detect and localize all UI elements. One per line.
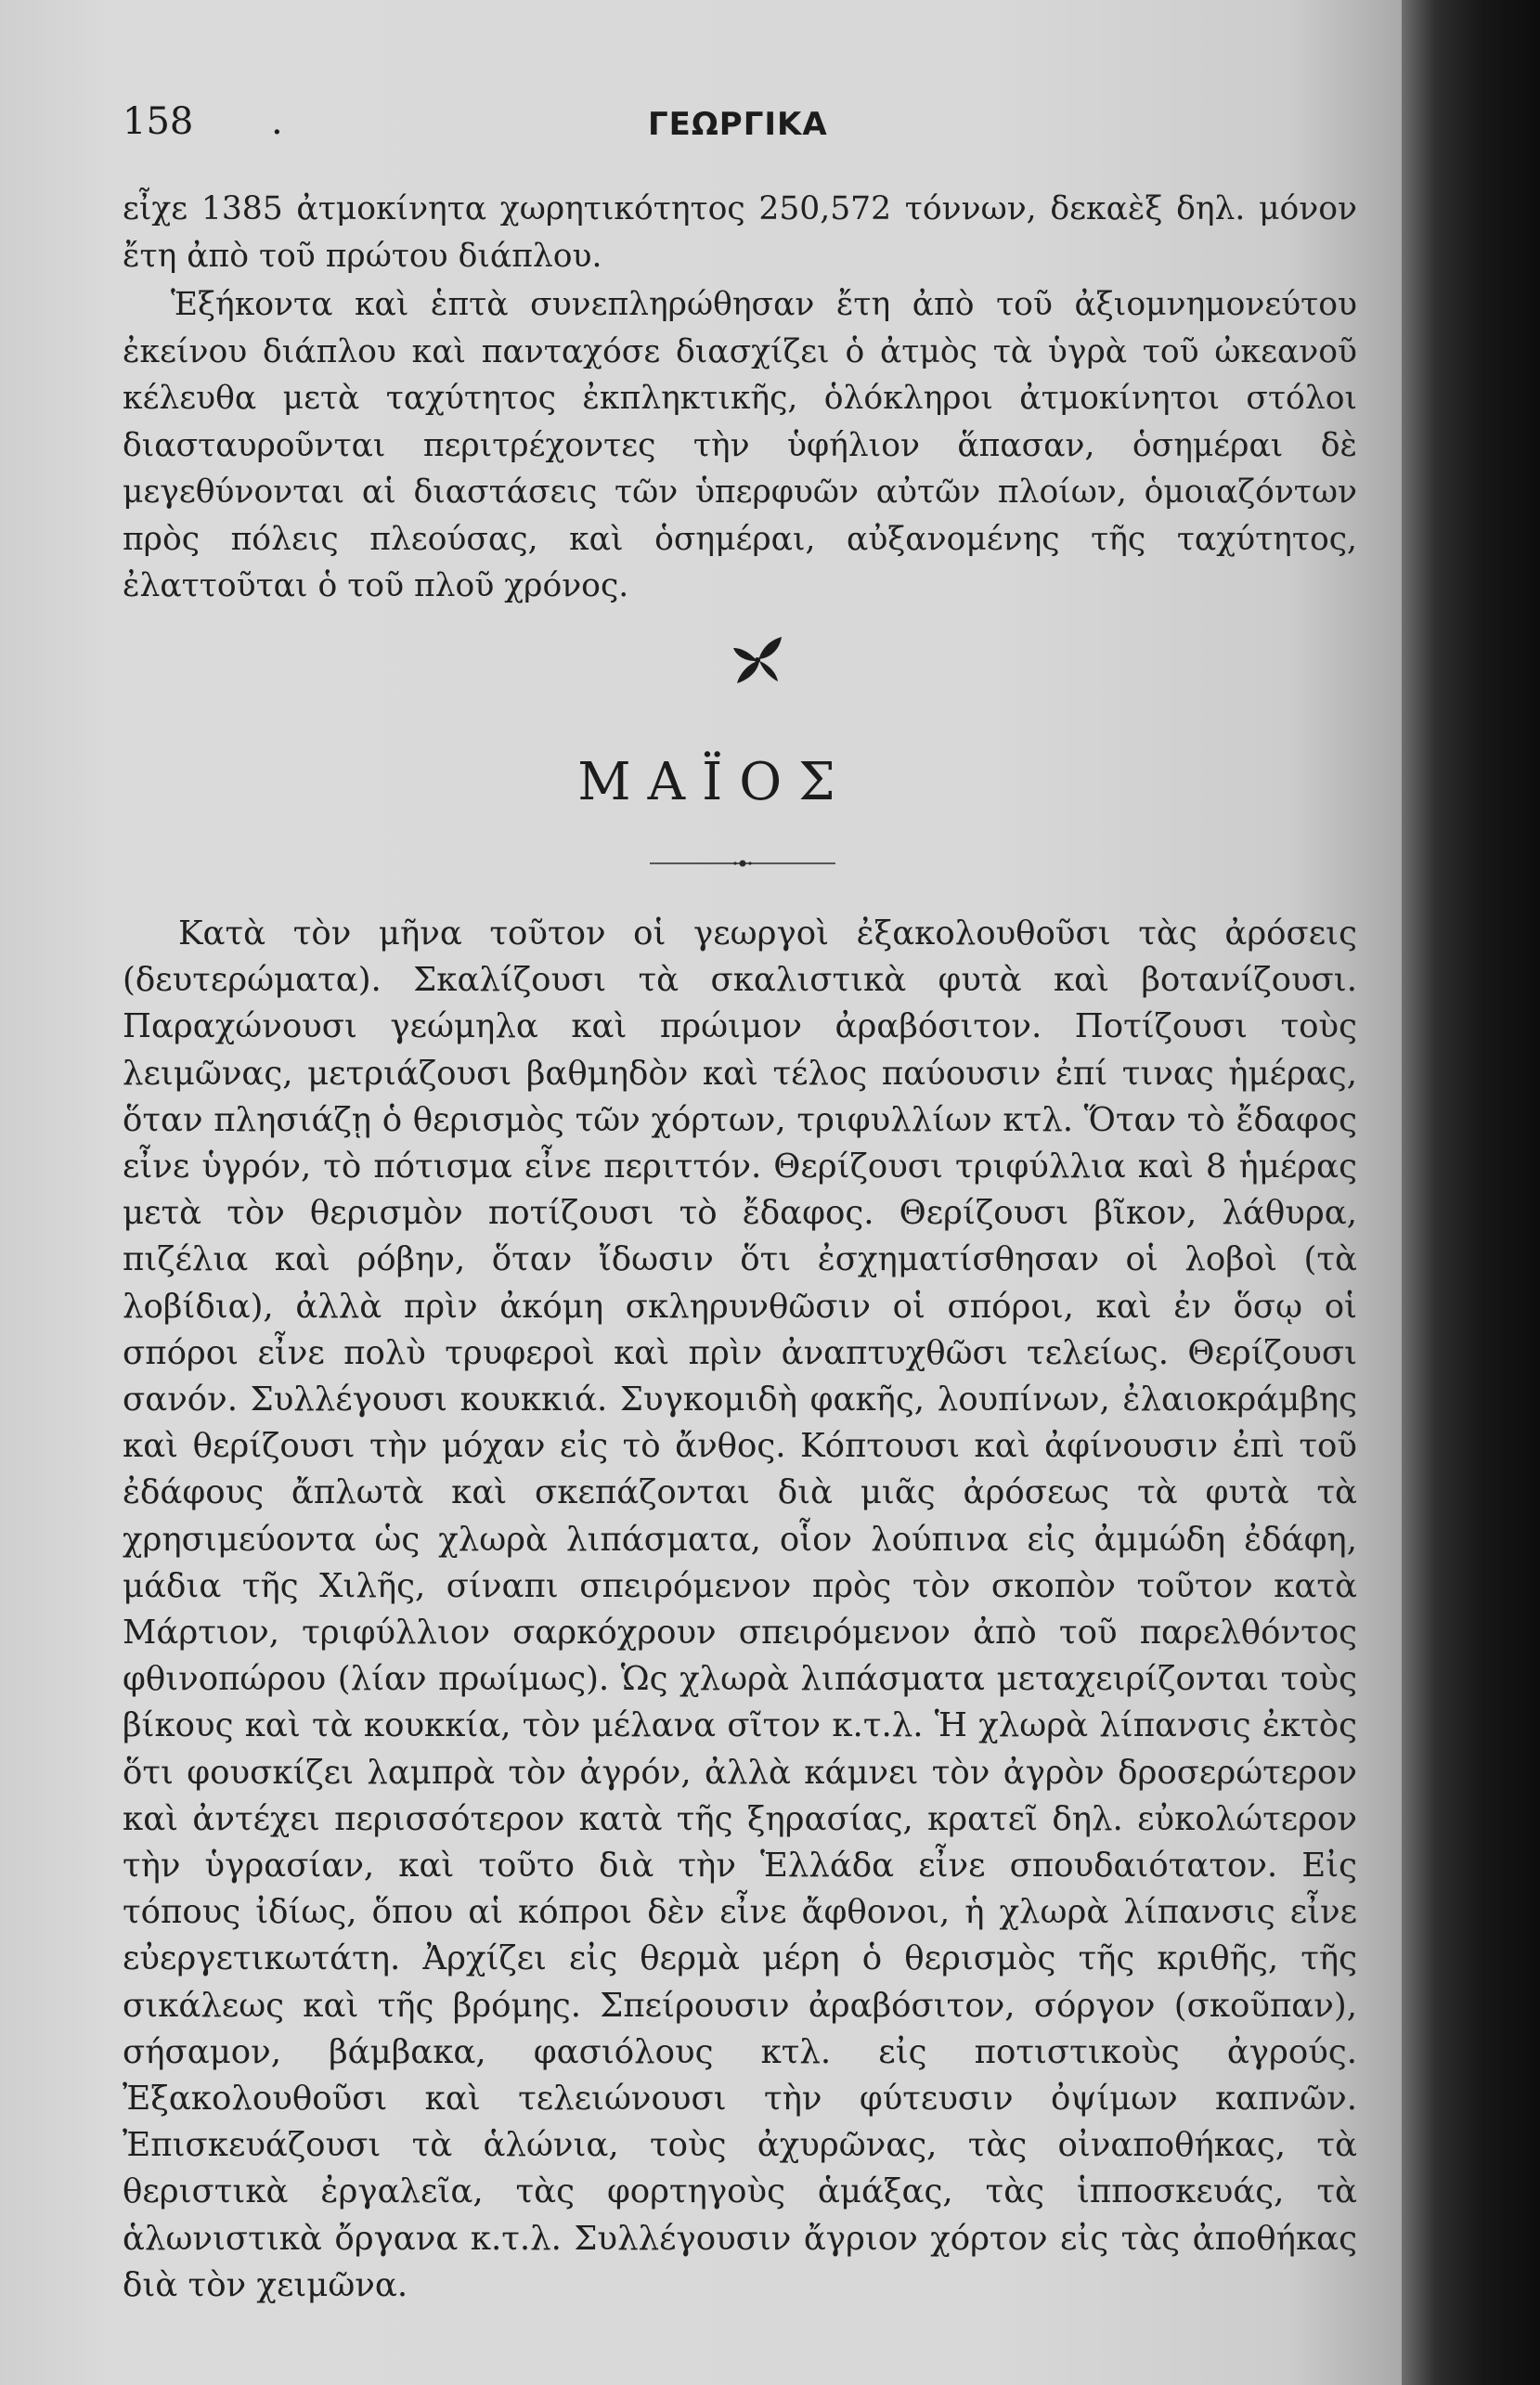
page-number: 158: [123, 100, 194, 143]
header-dot: .: [271, 100, 283, 143]
section-divider: [650, 856, 835, 871]
running-title: ΓΕΩΡΓΙΚΑ: [648, 106, 828, 143]
leaf-ornament-icon: [731, 633, 783, 685]
paragraph-steamships: Ἑξήκοντα καὶ ἑπτὰ συνεπληρώθησαν ἔτη ἀπὸ τοῦ ἀξιομνημονεύτου ἐκείνου διάπλου καὶ πανταχόσε διασχίζει ὁ ἀτμὸς τὰ ὑγρὰ τοῦ ὠκεανοῦ κέλευθα μετὰ ταχύτητος ἐκπληκτικῆς, ὁλόκληροι ἀτμοκίνητοι στόλοι διασταυροῦνται περιτρέχοντες τὴν ὑφήλιον ἅπασαν, ὁσημέραι δὲ μεγεθύνονται αἱ διαστάσεις τῶν ὑπερφυῶν αὐτῶν πλοίων, ὁμοιαζόντων πρὸς πόλεις πλεούσας, καὶ ὁσημέραι, αὐξανομένης τῆς ταχύτητος, ἐλαττοῦται ὁ τοῦ πλοῦ χρόνος.: [123, 286, 1357, 604]
paragraph-may-tasks: Κατὰ τὸν μῆνα τοῦτον οἱ γεωργοὶ ἐξακολουθοῦσι τὰς ἀρόσεις (δευτερώματα). Σκαλίζουσι τὰ σκαλιστικὰ φυτὰ καὶ βοτανίζουσι. Παραχώνουσι γεώμηλα καὶ πρώιμον ἀραβόσιτον. Ποτίζουσι τοὺς λειμῶνας, μετριάζουσι βαθμηδὸν καὶ τέλος παύουσιν ἐπί τινας ἡμέρας, ὅταν πλησιάζῃ ὁ θερισμὸς τῶν χόρτων, τριφυλλίων κτλ. Ὅταν τὸ ἔδαφος εἶνε ὑγρόν, τὸ πότισμα εἶνε περιττόν. Θερίζουσι τριφύλλια καὶ 8 ἡμέρας μετὰ τὸν θερισμὸν ποτίζουσι τὸ ἔδαφος. Θερίζουσι βῖκον, λάθυρα, πιζέλια καὶ ρόβην, ὅταν ἴδωσιν ὅτι ἐσχηματίσθησαν οἱ λοβοὶ (τὰ λοβίδια), ἀλλὰ πρὶν ἀκόμη σκληρυνθῶσιν οἱ σπόροι, καὶ ἐν ὅσῳ οἱ σπόροι εἶνε πολὺ τρυφεροὶ καὶ πρὶν ἀναπτυχθῶσι τελείως. Θερίζουσι σανόν. Συλλέγουσι κουκκιά. Συγκομιδὴ φακῆς, λουπίνων, ἐλαιοκράμβης καὶ θερίζουσι τὴν μόχαν εἰς τὸ ἄνθος. Κόπτουσι καὶ ἀφίνουσιν ἐπὶ τοῦ ἐδάφους ἄπλωτὰ καὶ σκεπάζονται διὰ μιᾶς ἀρόσεως τὰ φυτὰ τὰ χρησιμεύοντα ὡς χλωρὰ λιπάσματα, οἷον λούπινα εἰς ἀμμώδη ἐδάφη, μάδια τῆς Χιλῆς, σίναπι σπειρόμενον πρὸς τὸν σκοπὸν τοῦτον κατὰ Μάρτιον, τριφύλλιον σαρκόχρουν σπειρόμενον ἀπὸ τοῦ παρελθόντος φθινοπώρου (λίαν πρωίμως). Ὡς χλωρὰ λιπάσματα μεταχειρίζονται τοὺς βίκους καὶ τὰ κουκκία, τὸν μέλανα σῖτον κ.τ.λ. Ἡ χλωρὰ λίπανσις ἐκτὸς ὅτι φουσκίζει λαμπρὰ τὸν ἀγρόν, ἀλλὰ κάμνει τὸν ἀγρὸν δροσερώτερον καὶ ἀντέχει περισσότερον κατὰ τῆς ξηρασίας, κρατεῖ δηλ. εὐκολώτερον τὴν ὑγρασίαν, καὶ τοῦτο διὰ τὴν Ἑλλάδα εἶνε σπουδαιότατον. Εἰς τόπους ἰδίως, ὅπου αἱ κόπροι δὲν εἶνε ἄφθονοι, ἡ χλωρὰ λίπανσις εἶνε εὐεργετικωτάτη. Ἀρχίζει εἰς θερμὰ μέρη ὁ θερισμὸς τῆς κριθῆς, τῆς σικάλεως καὶ τῆς βρόμης. Σπείρουσιν ἀραβόσιτον, σόργον (σκοῦπαν), σήσαμον, βάμβακα, φασιόλους κτλ. εἰς ποτιστικοὺς ἀγρούς. Ἐξακολουθοῦσι καὶ τελειώνουσι τὴν φύτευσιν ὀψίμων καπνῶν. Ἐπισκευάζουσι τὰ ἁλώνια, τοὺς ἀχυρῶνας, τὰς οἰναποθήκας, τὰ θεριστικὰ ἐργαλεῖα, τὰς φορτηγοὺς ἁμάξας, τὰς ἱπποσκευάς, τὰ ἁλωνιστικὰ ὄργανα κ.τ.λ. Συλλέγουσιν ἄγριον χόρτον εἰς τὰς ἀποθήκας διὰ τὸν χειμῶνα.: [123, 914, 1357, 2304]
paragraph-continuation: εἶχε 1385 ἀτμοκίνητα χωρητικότητος 250,572 τόννων, δεκαὲξ δηλ. μόνον ἔτη ἀπὸ τοῦ πρώτου διάπλου.: [123, 190, 1357, 275]
page-header: [123, 100, 1357, 156]
binding-shadow: [1402, 0, 1540, 2385]
section-title: ΜΑΪΟΣ: [577, 752, 852, 812]
